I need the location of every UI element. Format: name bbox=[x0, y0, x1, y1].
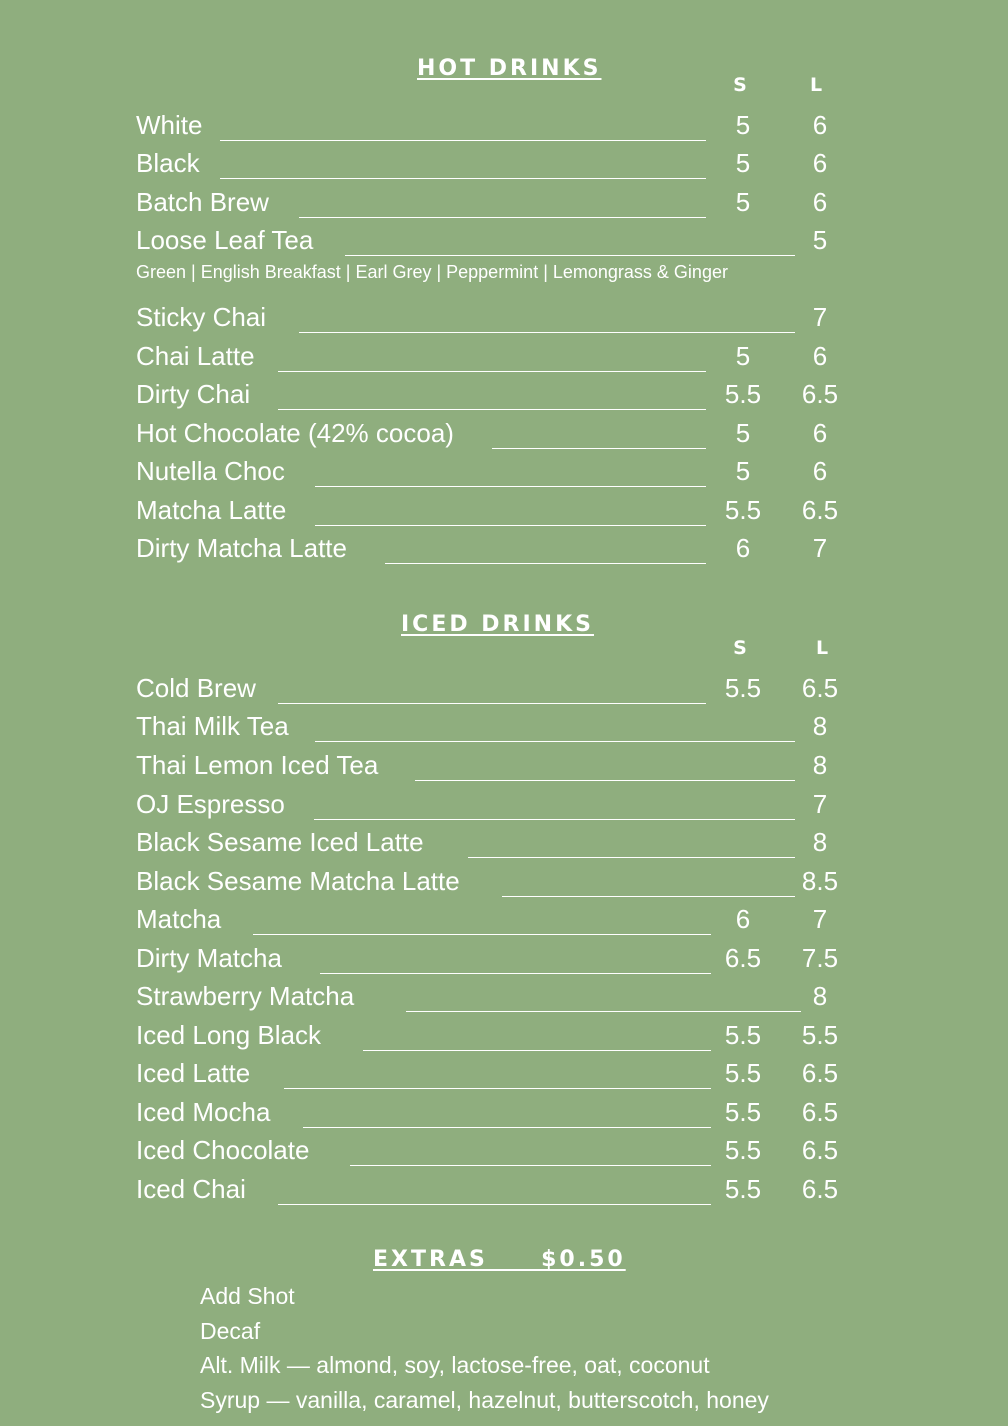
item-name: White bbox=[136, 110, 203, 140]
menu-item-dirty-matcha bbox=[136, 943, 856, 981]
hot-drinks-title: HOT DRINKS bbox=[417, 56, 602, 81]
menu-item-strawberry-matcha bbox=[136, 981, 856, 1019]
item-name: Black Sesame Iced Latte bbox=[136, 827, 424, 857]
item-name: Iced Latte bbox=[136, 1058, 251, 1088]
leader-line bbox=[299, 332, 795, 333]
price-large: 6.5 bbox=[801, 1174, 839, 1204]
leader-line bbox=[468, 857, 795, 858]
menu-item-white bbox=[136, 110, 856, 148]
price-large: 8 bbox=[812, 827, 828, 857]
price-small: 6 bbox=[735, 533, 751, 563]
leader-line bbox=[220, 178, 706, 179]
item-name: Matcha Latte bbox=[136, 495, 287, 525]
price-large: 6 bbox=[812, 341, 828, 371]
tea-varieties-note: Green | English Breakfast | Earl Grey | Peppermint | Lemongrass & Ginger bbox=[136, 262, 728, 282]
extra-alt-milk: Alt. Milk — almond, soy, lactose-free, oat, coconut bbox=[200, 1352, 710, 1378]
leader-line bbox=[315, 486, 706, 487]
menu-item-loose-leaf-tea bbox=[136, 225, 856, 263]
price-small: 5.5 bbox=[724, 495, 762, 525]
hot-size-large-header: L bbox=[809, 74, 823, 96]
menu-item-chai-latte bbox=[136, 341, 856, 379]
menu-item-iced-mocha bbox=[136, 1097, 856, 1135]
item-name: Thai Milk Tea bbox=[136, 711, 289, 741]
item-name: Chai Latte bbox=[136, 341, 255, 371]
price-small: 5.5 bbox=[724, 1058, 762, 1088]
leader-line bbox=[320, 973, 711, 974]
price-small: 5 bbox=[735, 456, 751, 486]
price-large: 5 bbox=[812, 225, 828, 255]
price-large: 6.5 bbox=[801, 673, 839, 703]
hot-size-small-header: S bbox=[733, 74, 747, 96]
price-large: 7 bbox=[812, 904, 828, 934]
item-name: Iced Long Black bbox=[136, 1020, 322, 1050]
menu-item-matcha-latte bbox=[136, 495, 856, 533]
price-small: 5.5 bbox=[724, 1174, 762, 1204]
item-name: Strawberry Matcha bbox=[136, 981, 355, 1011]
price-large: 7 bbox=[812, 302, 828, 332]
menu-item-dirty-matcha-latte bbox=[136, 533, 856, 571]
price-small: 6 bbox=[735, 904, 751, 934]
leader-line bbox=[363, 1050, 711, 1051]
price-large: 7 bbox=[812, 789, 828, 819]
price-large: 6 bbox=[812, 418, 828, 448]
item-name: Iced Chai bbox=[136, 1174, 246, 1204]
price-large: 6 bbox=[812, 187, 828, 217]
item-name: Dirty Matcha bbox=[136, 943, 282, 973]
price-small: 5 bbox=[735, 110, 751, 140]
leader-line bbox=[406, 1011, 801, 1012]
item-name: Loose Leaf Tea bbox=[136, 225, 314, 255]
price-large: 6.5 bbox=[801, 495, 839, 525]
price-large: 7 bbox=[812, 533, 828, 563]
price-small: 5.5 bbox=[724, 673, 762, 703]
menu-item-batch-brew bbox=[136, 187, 856, 225]
menu-item-thai-milk-tea bbox=[136, 711, 856, 749]
item-name: Nutella Choc bbox=[136, 456, 285, 486]
price-large: 5.5 bbox=[801, 1020, 839, 1050]
item-name: Matcha bbox=[136, 904, 222, 934]
menu-item-oj-espresso bbox=[136, 789, 856, 827]
leader-line bbox=[303, 1127, 711, 1128]
item-name: Iced Mocha bbox=[136, 1097, 271, 1127]
price-small: 5.5 bbox=[724, 1097, 762, 1127]
menu-item-black bbox=[136, 148, 856, 186]
menu-item-hot-chocolate bbox=[136, 418, 856, 456]
iced-size-large-header: L bbox=[815, 637, 829, 659]
price-large: 6 bbox=[812, 148, 828, 178]
extra-syrup: Syrup — vanilla, caramel, hazelnut, butterscotch, honey bbox=[200, 1387, 769, 1413]
extras-title: EXTRAS $0.50 bbox=[373, 1247, 626, 1272]
leader-line bbox=[278, 409, 706, 410]
price-small: 5 bbox=[735, 187, 751, 217]
item-name: Black bbox=[136, 148, 200, 178]
leader-line bbox=[502, 896, 795, 897]
menu-item-sticky-chai bbox=[136, 302, 856, 340]
price-large: 6.5 bbox=[801, 379, 839, 409]
price-large: 6.5 bbox=[801, 1058, 839, 1088]
leader-line bbox=[385, 563, 706, 564]
menu-item-black-sesame-matcha-latte bbox=[136, 866, 856, 904]
iced-drinks-title: ICED DRINKS bbox=[401, 612, 594, 637]
leader-line bbox=[350, 1165, 711, 1166]
price-large: 8.5 bbox=[801, 866, 839, 896]
menu-item-dirty-chai bbox=[136, 379, 856, 417]
menu-item-iced-chocolate bbox=[136, 1135, 856, 1173]
item-name: Sticky Chai bbox=[136, 302, 267, 332]
price-large: 8 bbox=[812, 711, 828, 741]
price-large: 6 bbox=[812, 456, 828, 486]
item-name: Black Sesame Matcha Latte bbox=[136, 866, 460, 896]
leader-line bbox=[278, 1204, 711, 1205]
leader-line bbox=[315, 525, 706, 526]
price-large: 7.5 bbox=[801, 943, 839, 973]
leader-line bbox=[315, 741, 795, 742]
menu-item-cold-brew bbox=[136, 673, 856, 711]
price-large: 8 bbox=[812, 981, 828, 1011]
leader-line bbox=[299, 217, 706, 218]
item-name: Hot Chocolate (42% cocoa) bbox=[136, 418, 454, 448]
leader-line bbox=[278, 703, 706, 704]
menu-item-black-sesame-iced-latte bbox=[136, 827, 856, 865]
item-name: Iced Chocolate bbox=[136, 1135, 310, 1165]
menu-item-iced-long-black bbox=[136, 1020, 856, 1058]
leader-line bbox=[278, 371, 706, 372]
price-large: 6 bbox=[812, 110, 828, 140]
leader-line bbox=[345, 255, 795, 256]
item-name: Cold Brew bbox=[136, 673, 256, 703]
price-small: 6.5 bbox=[724, 943, 762, 973]
price-small: 5.5 bbox=[724, 379, 762, 409]
price-large: 6.5 bbox=[801, 1135, 839, 1165]
item-name: OJ Espresso bbox=[136, 789, 285, 819]
price-large: 8 bbox=[812, 750, 828, 780]
price-small: 5 bbox=[735, 341, 751, 371]
item-name: Thai Lemon Iced Tea bbox=[136, 750, 379, 780]
iced-size-small-header: S bbox=[733, 637, 747, 659]
menu-item-iced-latte bbox=[136, 1058, 856, 1096]
price-small: 5.5 bbox=[724, 1020, 762, 1050]
menu-item-iced-chai bbox=[136, 1174, 856, 1212]
leader-line bbox=[415, 780, 795, 781]
item-name: Batch Brew bbox=[136, 187, 269, 217]
item-name: Dirty Matcha Latte bbox=[136, 533, 347, 563]
item-name: Dirty Chai bbox=[136, 379, 251, 409]
leader-line bbox=[220, 140, 706, 141]
price-small: 5.5 bbox=[724, 1135, 762, 1165]
price-large: 6.5 bbox=[801, 1097, 839, 1127]
price-small: 5 bbox=[735, 148, 751, 178]
leader-line bbox=[492, 448, 706, 449]
extra-add-shot: Add Shot bbox=[200, 1283, 295, 1309]
leader-line bbox=[253, 934, 711, 935]
menu-item-nutella-choc bbox=[136, 456, 856, 494]
leader-line bbox=[284, 1088, 711, 1089]
menu-item-thai-lemon-iced-tea bbox=[136, 750, 856, 788]
leader-line bbox=[314, 819, 795, 820]
menu-item-matcha bbox=[136, 904, 856, 942]
extra-decaf: Decaf bbox=[200, 1318, 261, 1344]
price-small: 5 bbox=[735, 418, 751, 448]
